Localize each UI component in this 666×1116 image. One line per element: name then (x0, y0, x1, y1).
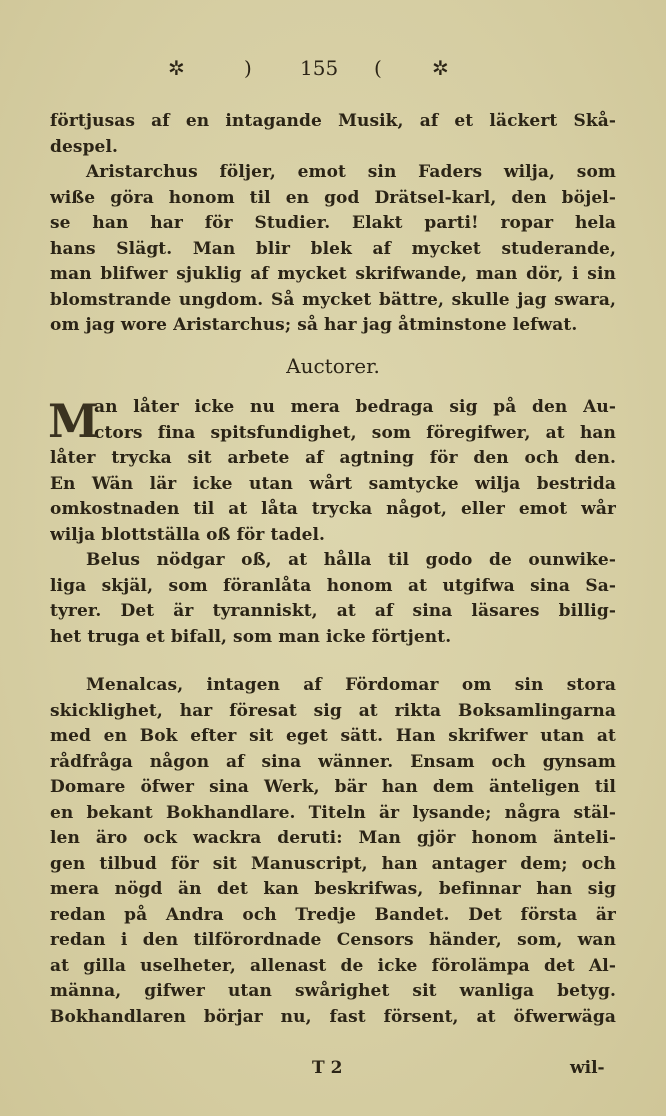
text-line: wilja blottställa oß för tadel. (50, 524, 326, 545)
text-line: redan i den tilförordnade Censors händer, som, wan (50, 930, 616, 950)
text-line: liga skjäl, som föranlåta honom at utgifwa sina Sa- (50, 575, 616, 596)
text-line: mera nögd än det kan beskrifwas, befinnar han sig (50, 879, 616, 899)
text-line: gen tilbud för sit Manuscript, han antager dem; och (50, 853, 616, 874)
text-line: omkostnaden til at låta trycka något, eller emot wår (50, 499, 616, 519)
paren-left: ) (244, 56, 252, 80)
text-line: tyrer. Det är tyranniskt, at af sina läsares billig- (50, 601, 616, 621)
text-line: låter trycka sit arbete af agtning för den och den. (50, 448, 616, 468)
text-line: blomstrande ungdom. Så mycket bättre, skulle jag swara, (50, 289, 616, 310)
text-line: männa, gifwer utan swårighet sit wanliga betyg. (50, 981, 616, 1001)
text-line: het truga et bifall, som man icke förtjent. (50, 626, 452, 647)
ornament-left-icon: ✲ (168, 56, 185, 80)
text-line: med en Bok efter sit eget sätt. Han skrifwer utan at (50, 726, 616, 746)
signature-mark: T 2 (312, 1058, 343, 1078)
text-block-2 (50, 395, 616, 650)
text-line: man blifwer sjuklig af mycket skrifwande, man dör, i sin (50, 264, 616, 284)
text-line: En Wän lär icke utan wårt samtycke wilja bestrida (50, 473, 616, 494)
text-line: Aristarchus följer, emot sin Faders wilja, som (86, 162, 616, 182)
drop-cap: M (48, 394, 99, 448)
page-number: 155 (300, 56, 339, 80)
text-line: hans Slägt. Man blir blek af mycket studerande, (50, 238, 616, 259)
text-block-1 (50, 109, 616, 339)
text-line: Menalcas, intagen af Fördomar om sin stora (86, 675, 616, 695)
text-block-3 (50, 673, 616, 1030)
catchword: wil- (570, 1058, 605, 1078)
text-line: om jag wore Aristarchus; så har jag åtminstone lefwat. (50, 315, 578, 335)
text-line: len äro ock wackra deruti: Man gjör honom änteli- (50, 828, 616, 848)
text-line: se han har för Studier. Elakt parti! ropar hela (50, 213, 616, 233)
text-line: at gilla uselheter, allenast de icke förolämpa det Al- (50, 955, 616, 976)
text-line: Domare öfwer sina Werk, bär han dem änteligen til (50, 777, 616, 797)
text-line: skicklighet, har föresat sig at rikta Boksamlingarna (50, 700, 616, 721)
text-line: an låter icke nu mera bedraga sig på den Au- (94, 397, 616, 417)
text-line: en bekant Bokhandlare. Titeln är lysande; några stäl- (50, 802, 616, 823)
text-line: rådfråga någon af sina wänner. Ensam och gynsam (50, 751, 616, 772)
text-line: Bokhandlaren börjar nu, fast försent, at öfwerwäga (50, 1006, 616, 1027)
text-line: redan på Andra och Tredje Bandet. Det första är (50, 904, 616, 925)
text-line: förtjusas af en intagande Musik, af et läckert Skå- (50, 111, 616, 131)
text-line: wiße göra honom til en god Drätsel-karl, den böjel- (50, 187, 616, 208)
text-line: despel. (50, 136, 119, 157)
paren-right: ( (374, 56, 382, 80)
running-header (0, 56, 666, 84)
ornament-right-icon: ✲ (432, 56, 449, 80)
text-line: ctors fina spitsfundighet, som föregifwer, at han (94, 422, 616, 443)
section-heading: Auctorer. (286, 354, 380, 378)
text-line: Belus nödgar oß, at hålla til godo de ounwike- (86, 550, 616, 570)
